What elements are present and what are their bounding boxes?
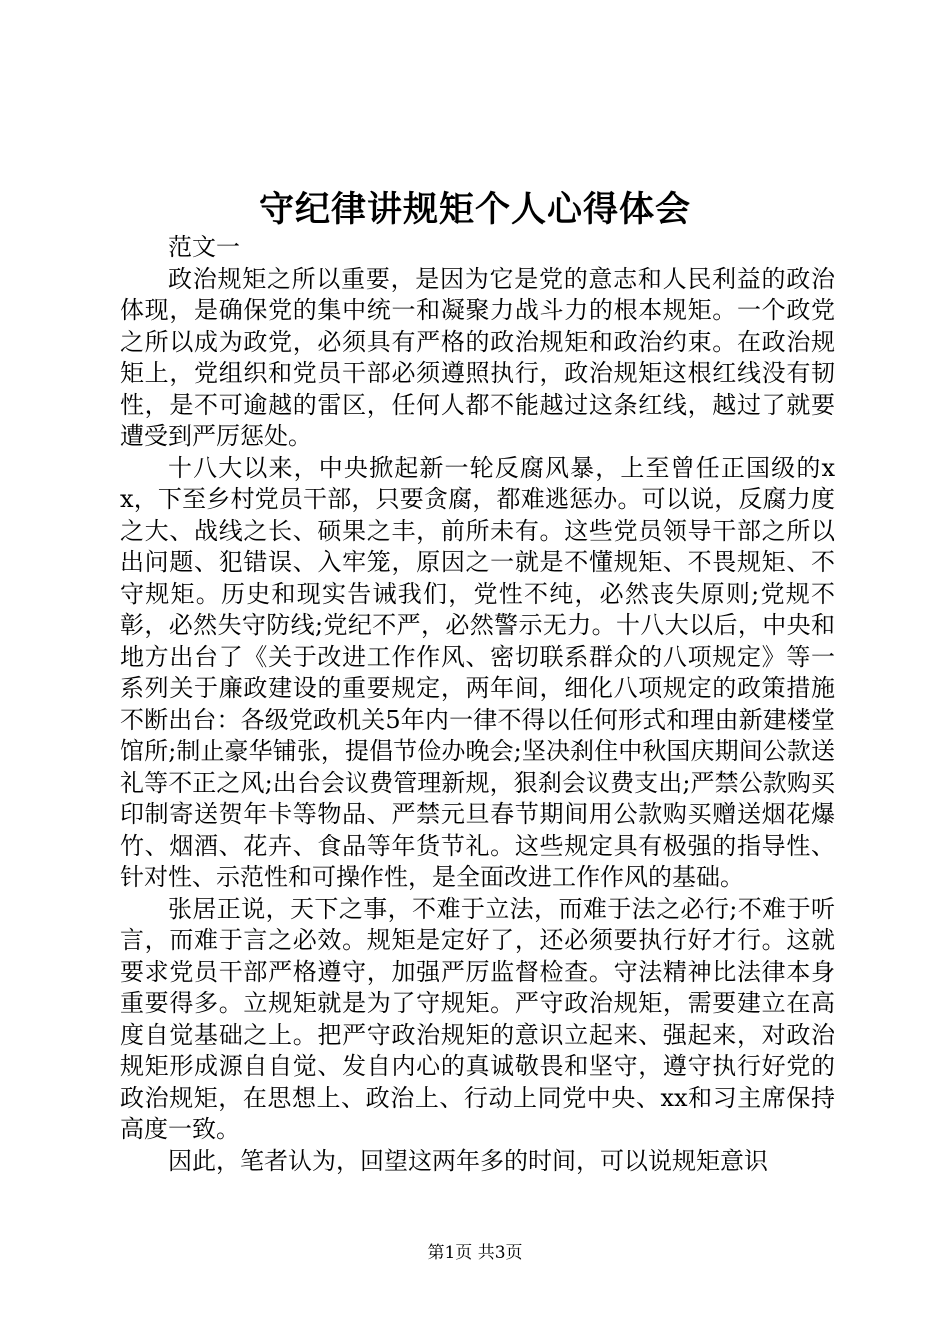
- paragraph-4: 因此，笔者认为，回望这两年多的时间，可以说规矩意识: [168, 1146, 768, 1175]
- document-body: [120, 232, 835, 1177]
- section-label: 范文一: [168, 233, 240, 261]
- paragraph-3: 张居正说，天下之事，不难于立法，而难于法之必行;不难于听言，而难于言之必效。规矩是定好了，还必须要执行好才行。这就要求党员干部严格遵守，加强严厉监督检查。守法精神比法律本身重要得多。立规矩就是为了守规矩。严守政治规矩，需要建立在高度自觉基础之上。把严守政治规矩的意识立起来、强起来，对政治规矩形成源自自觉、发自内心的真诚敬畏和坚守，遵守执行好党的政治规矩，在思想上、政治上、行动上同党中央、xx和习主席保持高度一致。: [120, 894, 835, 1143]
- page-footer: 第1页 共3页: [427, 1243, 523, 1263]
- document-title: 守纪律讲规矩个人心得体会: [258, 189, 691, 230]
- paragraph-2: 十八大以来，中央掀起新一轮反腐风暴，上至曾任正国级的xx，下至乡村党员干部，只要贪腐，都难逃惩办。可以说，反腐力度之大、战线之长、硕果之丰，前所未有。这些党员领导干部之所以出问题、犯错误、入牢笼，原因之一就是不懂规矩、不畏规矩、不守规矩。历史和现实告诫我们，党性不纯，必然丧失原则;党规不彰，必然失守防线;党纪不严，必然警示无力。十八大以后，中央和地方出台了《关于改进工作作风、密切联系群众的八项规定》等一系列关于廉政建设的重要规定，两年间，细化八项规定的政策措施不断出台：各级党政机关5年内一律不得以任何形式和理由新建楼堂馆所;制止豪华铺张，提倡节俭办晚会;坚决刹住中秋国庆期间公款送礼等不正之风;出台会议费管理新规，狠刹会议费支出;严禁公款购买印制寄送贺年卡等物品、严禁元旦春节期间用公款购买赠送烟花爆竹、烟酒、花卉、食品等年货节礼。这些规定具有极强的指导性、针对性、示范性和可操作性，是全面改进工作作风的基础。: [120, 453, 835, 891]
- paragraph-1: 政治规矩之所以重要，是因为它是党的意志和人民利益的政治体现，是确保党的集中统一和凝聚力战斗力的根本规矩。一个政党之所以成为政党，必须具有严格的政治规矩和政治约束。在政治规矩上，党组织和党员干部必须遵照执行，政治规矩这根红线没有韧性，是不可逾越的雷区，任何人都不能越过这条红线，越过了就要遭受到严厉惩处。: [120, 264, 835, 450]
